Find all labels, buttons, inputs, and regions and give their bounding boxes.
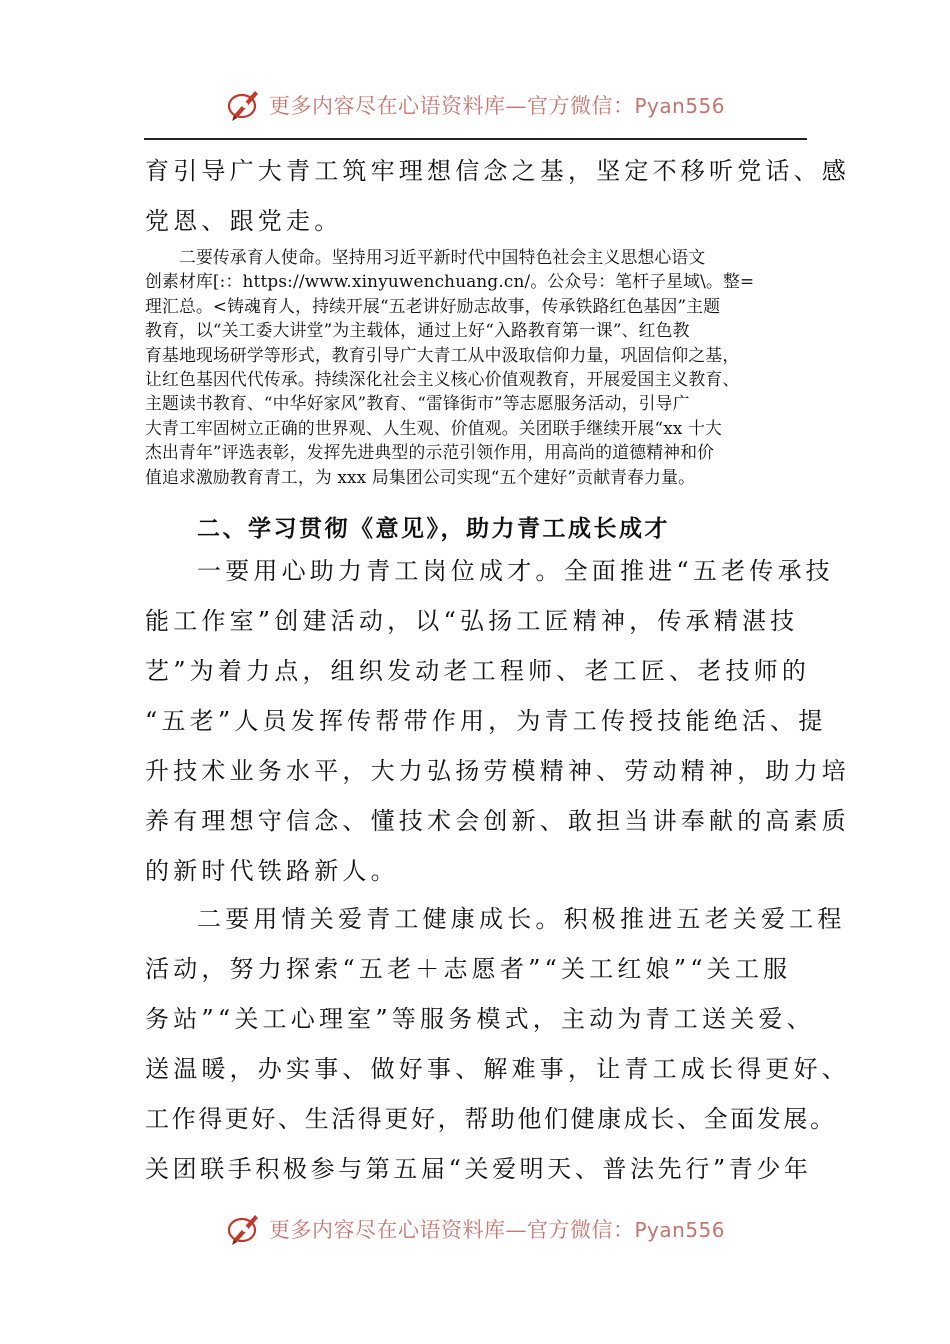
paragraph-line: 二要用情关爱青工健康成长。积极推进五老关爱工程 xyxy=(197,905,846,933)
pen-logo-icon xyxy=(225,1209,265,1249)
paragraph-line: 创素材库[:：https://www.xinyuwenchuang.cn/。公众号：笔杆子星域\。整= xyxy=(145,271,755,292)
header-banner xyxy=(0,80,950,130)
pen-logo-icon xyxy=(225,85,265,125)
banner-text: 更多内容尽在心语资料库—官方微信：Pyan556 xyxy=(268,1218,725,1242)
footer-banner xyxy=(0,1204,950,1254)
paragraph-line: 能工作室”创建活动，以“弘扬工匠精神，传承精湛技 xyxy=(145,607,799,635)
paragraph-line: 务站”“关工心理室”等服务模式，主动为青工送关爱、 xyxy=(145,1005,815,1033)
paragraph-line: 艺”为着力点，组织发动老工程师、老工匠、老技师的 xyxy=(145,657,811,685)
paragraph-line: 关团联手积极参与第五届“关爱明天、普法先行”青少年 xyxy=(145,1155,812,1183)
paragraph-line: 一要用心助力青工岗位成才。全面推进“五老传承技 xyxy=(197,557,834,585)
paragraph-line: 杰出青年”评选表彰，发挥先进典型的示范引领作用，用高尚的道德精神和价 xyxy=(145,442,715,463)
paragraph-line: 升技术业务水平，大力弘扬劳模精神、劳动精神，助力培 xyxy=(145,757,850,785)
paragraph-line: “五老”人员发挥传帮带作用，为青工传授技能绝活、提 xyxy=(145,707,827,735)
paragraph-line: 大青工牢固树立正确的世界观、人生观、价值观。关团联手继续开展“xx 十大 xyxy=(145,417,723,438)
paragraph-line: 育基地现场研学等形式，教育引导广大青工从中汲取信仰力量，巩固信仰之基， xyxy=(145,344,740,365)
paragraph-line: 二要传承育人使命。坚持用习近平新时代中国特色社会主义思想心语文 xyxy=(145,247,706,267)
paragraph-line: 值追求激励教育青工，为 xxx 局集团公司实现“五个建好”贡献青春力量。 xyxy=(145,466,696,487)
header-divider xyxy=(144,138,807,140)
paragraph-line: 的新时代铁路新人。 xyxy=(145,857,399,885)
paragraph-line: 主题读书教育、“中华好家风”教育、“雷锋街市”等志愿服务活动，引导广 xyxy=(145,393,690,414)
paragraph-line: 教育，以“关工委大讲堂”为主载体，通过上好“入路教育第一课”、红色教 xyxy=(145,320,690,341)
paragraph-line: 工作得更好、生活得更好，帮助他们健康成长、全面发展。 xyxy=(145,1105,837,1133)
paragraph-line: 活动，努力探索“五老＋志愿者”“关工红娘”“关工服 xyxy=(145,955,792,983)
paragraph-line: 让红色基因代代传承。持续深化社会主义核心价值观教育，开展爱国主义教育、 xyxy=(145,368,740,389)
banner-text: 更多内容尽在心语资料库—官方微信：Pyan556 xyxy=(268,94,725,118)
paragraph-line: 育引导广大青工筑牢理想信念之基，坚定不移听党话、感 xyxy=(145,157,850,185)
wechat-id: Pyan556 xyxy=(634,94,725,118)
paragraph-line: 养有理想守信念、懂技术会创新、敢担当讲奉献的高素质 xyxy=(145,807,850,835)
paragraph-line: 理汇总。<铸魂育人，持续开展“五老讲好励志故事，传承铁路红色基因”主题 xyxy=(145,295,721,316)
paragraph-line: 送温暖，办实事、做好事、解难事，让青工成长得更好、 xyxy=(145,1055,850,1083)
section-heading: 二、学习贯彻《意见》，助力青工成长成才 xyxy=(197,516,670,542)
paragraph-line: 党恩、跟党走。 xyxy=(145,207,343,235)
small-paragraph xyxy=(145,245,810,489)
wechat-id: Pyan556 xyxy=(634,1218,725,1242)
